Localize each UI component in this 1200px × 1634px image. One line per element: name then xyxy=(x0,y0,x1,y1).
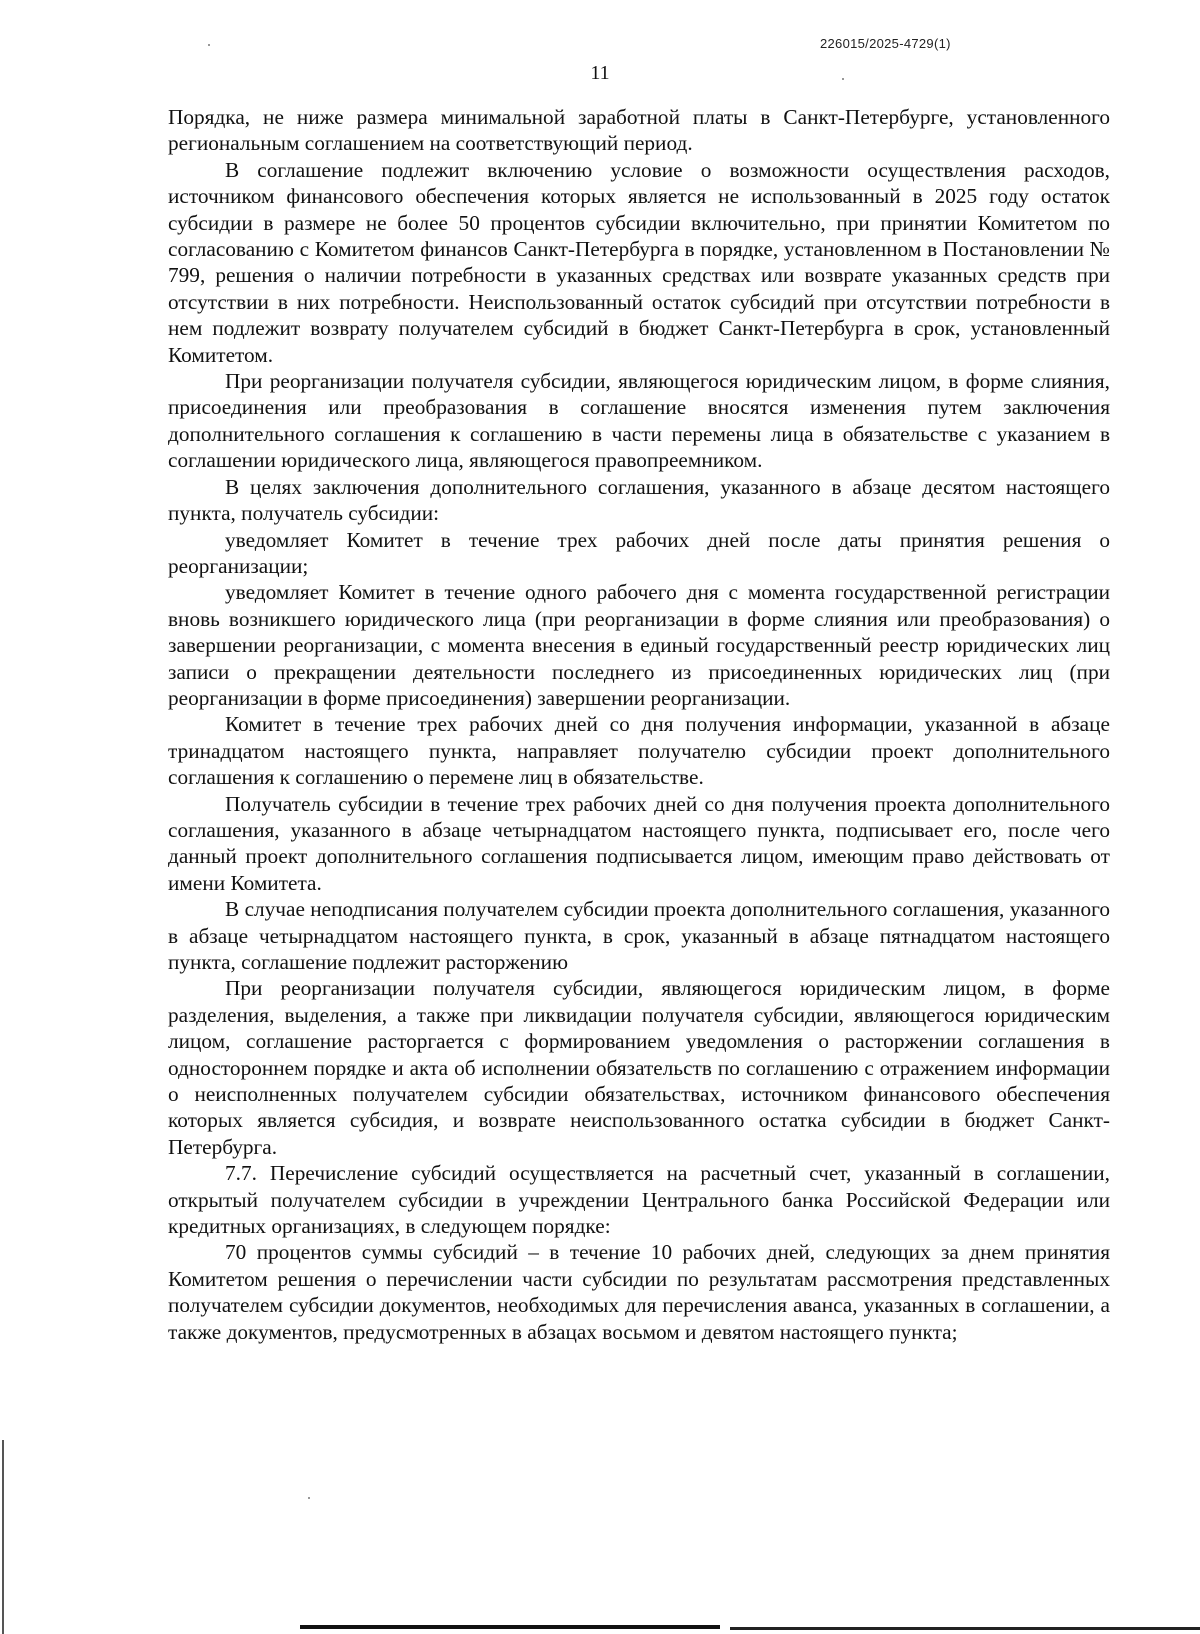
scan-bottom-mark xyxy=(730,1627,1200,1630)
paragraph: При реорганизации получателя субсидии, являющегося юридическим лицом, в форме разделения, выделения, а также при ликвидации получателя субсидии, являющегося юридическим лицом, соглашение расторгается с формированием уведомления о расторжении соглашения в одностороннем порядке и акта об исполнении обязательств по соглашению с отражением информации о неисполненных получателем субсидии обязательствах, источником финансового обеспечения которых является субсидия, и возврате неиспользованного остатка субсидии в бюджет Санкт-Петербурга. xyxy=(168,976,1110,1159)
paragraph: В случае неподписания получателем субсидии проекта дополнительного соглашения, указанного в абзаце четырнадцатом настоящего пункта, в срок, указанный в абзаце пятнадцатом настоящего пункта, соглашение подлежит расторжению xyxy=(168,897,1110,974)
paragraph: Комитет в течение трех рабочих дней со дня получения информации, указанной в абзаце тринадцатом настоящего пункта, направляет получателю субсидии проект дополнительного соглашения к соглашению о перемене лиц в обязательстве. xyxy=(168,712,1110,790)
scan-bottom-mark xyxy=(300,1625,720,1629)
paragraph: 70 процентов суммы субсидий – в течение 10 рабочих дней, следующих за днем принятия Комитетом решения о перечислении части субсидии по результатам рассмотрения представленных получателем субсидии документов, необходимых для перечисления аванса, указанных в соглашении, а также документов, предусмотренных в абзацах восьмом и девятом настоящего пункта; xyxy=(168,1240,1110,1344)
paragraph: В соглашение подлежит включению условие о возможности осуществления расходов, источником финансового обеспечения которых является не использованный в 2025 году остаток субсидии в размере не более 50 процентов субсидии включительно, при принятии Комитетом по согласованию с Комитетом финансов Санкт-Петербурга в порядке, установленном в Постановлении № 799, решения о наличии потребности в указанных средствах или возврате указанных средств при отсутствии в них потребности. Неиспользованный остаток субсидий при отсутствии потребности в нем подлежит возврату получателем субсидий в бюджет Санкт-Петербурга в срок, установленный Комитетом. xyxy=(168,157,1110,367)
scan-edge-mark xyxy=(2,1440,4,1634)
paragraph: уведомляет Комитет в течение трех рабочих дней после даты принятия решения о реорганизации; xyxy=(168,527,1110,578)
paragraph: В целях заключения дополнительного соглашения, указанного в абзаце десятом настоящего пункта, получатель субсидии: xyxy=(168,474,1110,526)
paragraph: уведомляет Комитет в течение одного рабочего дня с момента государственной регистрации вновь возникшего юридического лица (при реорганизации в форме слияния или преобразования) о завершении реорганизации, с момента внесения в единый государственный реестр юридических лиц записи о прекращении деятельности последнего из присоединенных юридических лиц (при реорганизации в форме присоединения) завершении реорганизации. xyxy=(168,580,1110,710)
paragraph: При реорганизации получателя субсидии, являющегося юридическим лицом, в форме слияния, присоединения или преобразования в соглашение вносятся изменения путем заключения дополнительного соглашения к соглашению в части перемены лица в обязательстве с указанием в соглашении юридического лица, являющегося правопреемником. xyxy=(168,369,1110,473)
scan-speck xyxy=(208,44,210,46)
page-number: 11 xyxy=(590,62,610,84)
document-registration-number: 226015/2025-4729(1) xyxy=(820,36,951,51)
paragraph: 7.7. Перечисление субсидий осуществляется на расчетный счет, указанный в соглашении, открытый получателем субсидии в учреждении Центрального банка Российской Федерации или кредитных организациях, в следующем порядке: xyxy=(168,1161,1110,1239)
document-body xyxy=(168,104,1110,1345)
scan-speck xyxy=(842,78,844,80)
paragraph: Порядка, не ниже размера минимальной заработной платы в Санкт-Петербурге, установленного региональным соглашением на соответствующий период. xyxy=(168,105,1110,156)
scan-speck xyxy=(308,1497,310,1499)
paragraph: Получатель субсидии в течение трех рабочих дней со дня получения проекта дополнительного соглашения, указанного в абзаце четырнадцатом настоящего пункта, подписывает его, после чего данный проект дополнительного соглашения подписывается лицом, имеющим право действовать от имени Комитета. xyxy=(168,791,1110,895)
